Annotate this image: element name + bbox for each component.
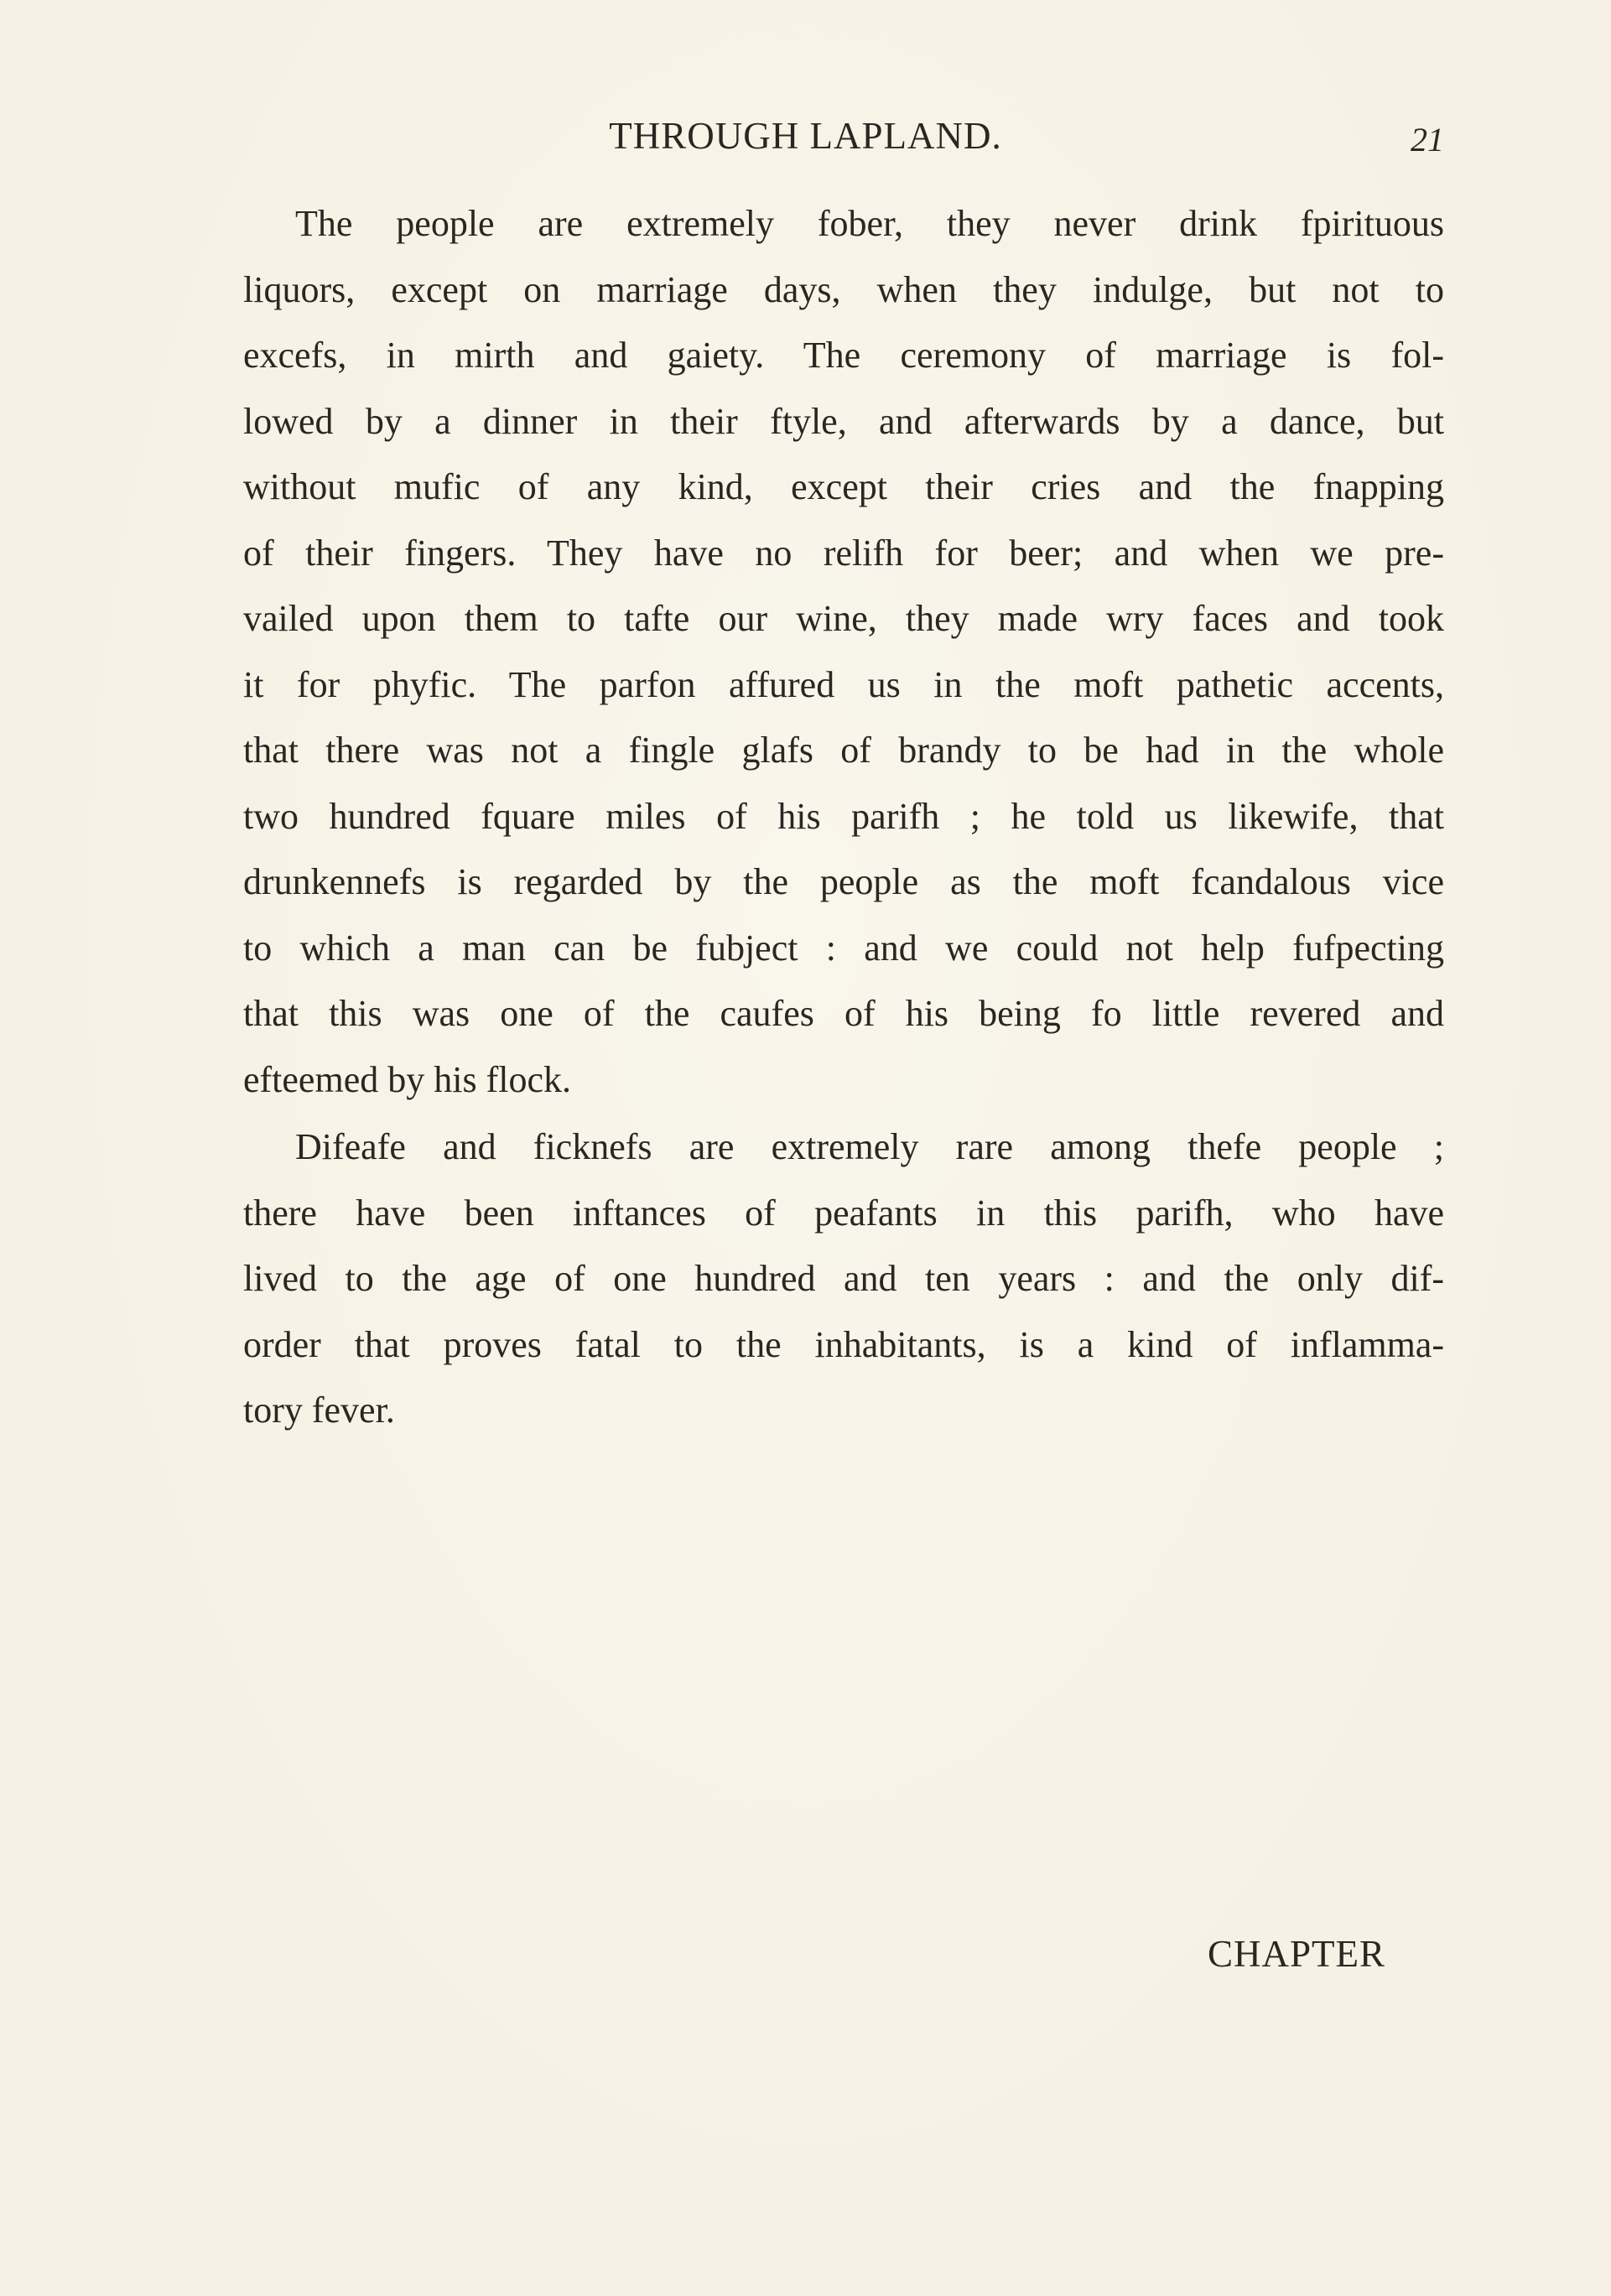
running-head (0, 111, 1611, 161)
paragraph-1-line: without mufic of any kind, except their cries and the fnapping (243, 466, 1444, 507)
paragraph-1-line: to which a man can be fubject : and we could not help fufpecting (243, 927, 1444, 969)
paragraph-1-line: lowed by a dinner in their ftyle, and afterwards by a dance, but (243, 400, 1444, 442)
paragraph-1-line: drunkennefs is regarded by the people as the moft fcandalous vice (243, 861, 1444, 902)
paragraph-1-line: The people are extremely fober, they never drink fpirituous (295, 203, 1444, 244)
paragraph-1-line: of their fingers. They have no relifh for beer; and when we pre- (243, 532, 1444, 574)
body-text (243, 191, 1444, 1444)
paragraph-2-line: lived to the age of one hundred and ten years : and the only dif- (243, 1258, 1444, 1299)
catchword: CHAPTER (1208, 1933, 1386, 1975)
paragraph-2-line: order that proves fatal to the inhabitants, is a kind of inflamma- (243, 1323, 1444, 1365)
paragraph-1-line: two hundred fquare miles of his parifh ; he told us likewife, that (243, 795, 1444, 837)
running-title: THROUGH LAPLAND. (609, 115, 1002, 157)
paragraph-1-line: vailed upon them to tafte our wine, they made wry faces and took (243, 598, 1444, 639)
paragraph-1-line: it for phyfic. The parfon affured us in the moft pathetic accents, (243, 663, 1444, 705)
paragraph-2-line: Difeafe and ficknefs are extremely rare among thefe people ; (295, 1126, 1444, 1167)
paragraph-2-line: there have been inftances of peafants in this parifh, who have (243, 1192, 1444, 1234)
paragraph-1-line: that this was one of the caufes of his being fo little revered and (243, 993, 1444, 1034)
paragraph-2-line: tory fever. (243, 1390, 395, 1431)
paragraph-1-line: that there was not a fingle glafs of brandy to be had in the whole (243, 730, 1444, 771)
paragraph-1-line: excefs, in mirth and gaiety. The ceremony of marriage is fol- (243, 335, 1444, 376)
paragraph-1-line: liquors, except on marriage days, when they indulge, but not to (243, 268, 1444, 310)
paragraph-1-line: efteemed by his flock. (243, 1058, 571, 1100)
page-number: 21 (1411, 121, 1444, 158)
